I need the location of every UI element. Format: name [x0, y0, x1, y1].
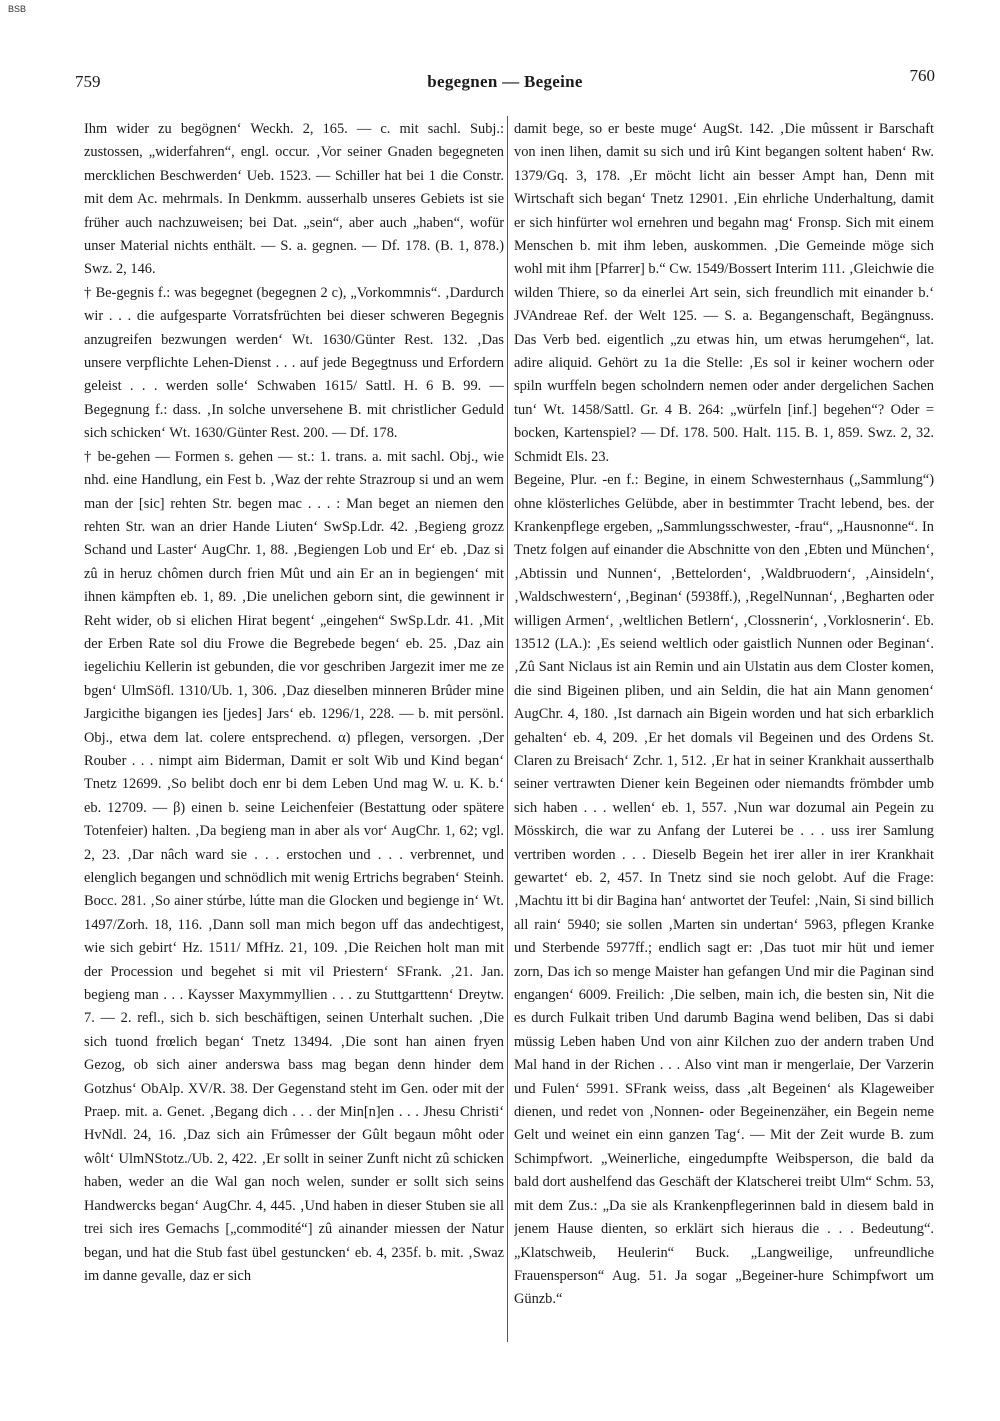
entry-begehen: † be-gehen — Formen s. gehen — st.: 1. trans. a. mit sachl. Obj., wie nhd. eine Handlung, ein Fest b. ‚Waz der rehte Strazroup si und an wem man der [sic] rehten Str. begen mac . . . : Man beget an niemen den rehten Str. wan an drier Hande Liuten‘ SwSp.Ldr. 42. ‚Begieng grozz Schand und Laster‘ AugChr. 1, 88. ‚Begiengen Lob und Er‘ eb. ‚Daz si zû in heruz chômen durch frien Mût und ain Er an in begiengen‘ mit ihnen kämpften eb. 1, 89. ‚Die unelichen geborn sint, die gewinnent ir Reht wider, ob si elichen Hirat begent‘ „eingehen“ SwSp.Ldr. 41. ‚Mit der Erben Rate sol diu Frowe die Begrebede begen‘ eb. 25. ‚Daz ain iegelichiu Kellerin ist gebunden, die vor geschriben Jargezit imer me ze bgen‘ UlmSöfl. 1310/Ub. 1, 306. ‚Daz dieselben minneren Brûder mine Jargicithe bigangen ies [jedes] Jars‘ eb. 1296/1, 228. — b. mit persönl. Obj., etwa dem lat. colere entsprechend. α) pflegen, versorgen. ‚Der Rouber . . . nimpt aim Biderman, Damit er solt Wib und Kind began‘ Tnetz 12699. ‚So belibt doch enr bi dem Leben Und mag W. u. K. b.‘ eb. 12709. — β) einen b. seine Leichenfeier (Bestattung oder spätere Totenfeier) halten. ‚Da begieng man in aber als vor‘ AugChr. 1, 62; vgl. 2, 23. ‚Dar nâch ward sie . . . erstochen und . . . verbrennet, und elenglich begangen und schnödlich mit wenig Ertrichs begraben‘ Steinh. Bocc. 281. ‚So ainer stúrbe, lútte man die Glocken und begienge in‘ Wt. 1497/Zorh. 18, 116. ‚Dann soll man mich begon uff das andechtigest, wie sich gebirt‘ Hz. 1511/ MfHz. 21, 109. ‚Die Reichen holt man mit der Procession und begehet si mit vil Priestern‘ SFrank. ‚21. Jan. begieng man . . . Kaysser Maxymmyllien . . . zu Stuttgarttenn‘ Dreytw. 7. — 2. refl., sich b. sich beschäftigen, seinen Unterhalt suchen. ‚Die sich tuond frœlich began‘ Tnetz 13494. ‚Die sont han ainen fryen Gezog, ob sich ainer anderswa bass mag began denn hinder dem Gotzhus‘ ObAlp. XV/R. 38. Der Gegenstand steht im Gen. oder mit der Praep. mit. a. Genet. ‚Begang dich . . . der Min[n]en . . . Jhesu Christi‘ HvNdl. 24, 16. ‚Daz sich ain Frûmesser der Gûlt begaun môht oder wôlt‘ UlmNStotz./Ub. 2, 422. ‚Er sollt in seiner Zunft nicht zû schicken haben, weder an die Wal gan noch welen, sunder er sollt sich seins Handwercks began‘ AugChr. 4, 445. ‚Und haben in dieser Stuben sie all trei sich ires Gemachs [„commodité“] zû ainander miessen der Natur began, und hat die Stub fast übel gestuncken‘ eb. 4, 235f. b. mit. ‚Swaz im danne gevalle, daz er sich — [84, 448, 504, 1284]
page-number-right: 760 — [909, 66, 935, 85]
entry-begehen-cont: damit bege, so er beste muge‘ AugSt. 142. ‚Die mûssent ir Barschaft von inen lihen, damit su sich und irû Kint begangen soltent haben‘ Rw. 1379/Gq. 3, 178. ‚Er möcht licht ain besser Ampt han, Denn mit Wirtschaft sich began‘ Tnetz 12901. ‚Ein ehrliche Underhaltung, damit er sich hinfürter wol ernehren und begahn mag‘ Fronsp. Sich mit einem Menschen b. mit ihm leben, auskommen. ‚Die Gemeinde möge sich wohl mit ihm [Pfarrer] b.“ Cw. 1549/Bossert Interim 111. ‚Gleichwie die wilden Thiere, so da einerlei Art sein, sich freundlich mit einander b.‘ JVAndreae Ref. der Welt 125. — S. a. Begangenschaft, Begängnuss. Das Verb bed. eigentlich „zu etwas hin, um etwas herumgehen“, lat. adire aliquid. Gehört zu 1a die Stelle: ‚Es sol ir keiner wochern oder spiln wurffeln begen scholndern nemen oder ander dergelichen Sachen tun‘ Wt. 1458/Sattl. Gr. 4 B. 264: „würfeln [inf.] begehen“? Oder = bocken, Kartenspiel? — Df. 178. 500. Halt. 115. B. 1, 859. Swz. 2, 32. Schmidt Els. 23. — [514, 121, 934, 465]
page-header — [75, 66, 935, 90]
left-column — [84, 118, 504, 1340]
entry-begegnis: † Be-gegnis f.: was begegnet (begegnen 2 c), „Vorkommnis“. ‚Dardurch wir . . . die aufgesparte Vorratsfrüchten bei dieser schweren Begegnis anzugreifen bezwungen werden‘ Wt. 1630/Günter Rest. 132. ‚Das unsere verpflichte Lehen-Dienst . . . auf jede Begegtnuss und Erfordern geleist . . . werden solle‘ Schwaben 1615/ Sattl. H. 6 B. 99. — Begegnung f.: dass. ‚In solche unversehene B. mit christlicher Geduld sich schicken‘ Wt. 1630/Günter Rest. 200. — Df. 178. — [84, 284, 504, 442]
page-number-left: 759 — [75, 72, 101, 91]
entry-begegnen-end: Ihm wider zu begögnen‘ Weckh. 2, 165. — c. mit sachl. Subj.: zustossen, „widerfahren“, engl. occur. ‚Vor seiner Gnaden begegneten mercklichen Beschwerden‘ Ueb. 1523. — Schiller hat bei 1 die Constr. mit dem Ac. mehrmals. In Denkmm. ausserhalb unseres Gebiets ist sie früher auch nachzuweisen; bei Dat. „sein“, aber auch „haben“, wofür unser Material nichts enthält. — S. a. gegnen. — Df. 178. (B. 1, 878.) Swz. 2, 146. — [84, 121, 504, 278]
right-column — [514, 118, 934, 1340]
column-divider — [507, 116, 508, 1342]
entry-begeine: Begeine, Plur. -en f.: Begine, in einem Schwesternhaus („Sammlung“) ohne klösterliches Gelübde, aber in bestimmter Tracht lebend, bes. der Krankenpflege ergeben, „Sammlungsschwester, -frau“, „Hausnonne“. In Tnetz folgen auf einander die Abschnitte von den ‚Ebten und München‘, ‚Abtissin und Nunnen‘, ‚Bettelorden‘, ‚Waldbruodern‘, ‚Ainsideln‘, ‚Waldschwestern‘, ‚Beginan‘ (5938ff.), ‚RegelNunnan‘, ‚Begharten oder willigen Armen‘, ‚weltlichen Betlern‘, ‚Clossnerin‘, ‚Vorklosnerin‘. Eb. 13512 (LA.): ‚Es seiend weltlich oder gaistlich Nunnen oder Beginan‘. ‚Zû Sant Niclaus ist ain Remin und ain Ulstatin aus dem Closter komen, die sind Bigeinen pliben, und ain Seldin, die hat ain Mann genomen‘ AugChr. 4, 180. ‚Ist darnach ain Bigein worden und hat sich erbarklich gehalten‘ eb. 4, 209. ‚Er het domals vil Begeinen und des Ordens St. Claren zu Breisach‘ Zchr. 1, 512. ‚Er hat in seiner Krankhait ausserthalb seiner vertrawten Diener kein Begeinen oder niemandts frömbder umb sich haben . . . wellen‘ eb. 1, 557. ‚Nun war dozumal ain Pegein zu Mösskirch, die war zu Anfang der Luterei be . . . uss irer Samlung vertriben worden . . . Dieselb Begein het irer aller in irer Krankhait gewartet‘ eb. 2, 457. In Tnetz sind sie noch gelobt. Auf die Frage: ‚Machtu itt bi dir Bagina han‘ antwortet der Teufel: ‚Nain, Si sind billich all rain‘ 5940; sie sollen ‚Marten sin undertan‘ 5963, pflegen Kranke und Sterbende 5977ff.; endlich sagt er: ‚Das tuot mir hüt und iemer zorn, Das ich so menge Maister han gefangen Und mir die Paginan sind engangen‘ 6009. Freilich: ‚Die selben, main ich, die besten sin, Nit die es durch Fulkait triben Und darumb Bagina wend beliben, Das si dabi müssig Leben haben Und von ainr Kilchen zuo der andern traben Und Mal hand in der Richen . . . Also vint man ir mengerlaie, Der Varzerin und Fulen‘ 5991. SFrank weiss, dass ‚alt Begeinen‘ als Klageweiber dienen, und redet von ‚Nonnen- oder Begeinenzäher, ein Begein neme Gelt und weinet ein einn ganzen Tag‘. — Mit der Zeit wurde B. zum Schimpfwort. „Weinerliche, eingedumpfte Weibsperson, die bald da bald dort aushelfend das Geschäft der Klatscherei treibt Ulm“ Schm. 53, mit dem Zus.: „Da sie als Krankenpflegerinnen bald in diesem bald in jenem Hause dienten, so erklärt sich hieraus die . . . Bedeutung“. „Klatschweib, Heulerin“ Buck. „Langweilige, unfreundliche Frauensperson“ Aug. 51. Ja sogar „Begeiner-hure Schimpfwort um Günzb.“ — [514, 472, 934, 1308]
library-mark: BSB — [8, 4, 27, 14]
running-title: begegnen — Begeine — [427, 72, 583, 91]
